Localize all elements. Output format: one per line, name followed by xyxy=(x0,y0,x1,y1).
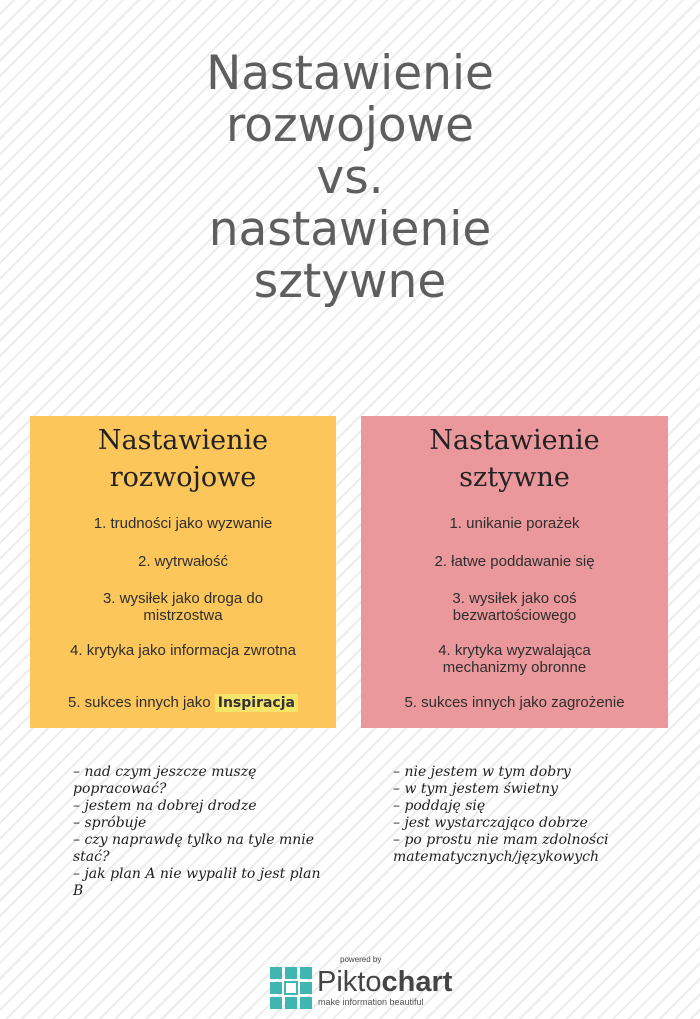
fixed-trait-item: 4. krytyka wyzwalająca mechanizmy obronne xyxy=(438,642,591,676)
fixed-phrase: – po prostu nie mam zdolności matematycznych/językowych xyxy=(393,832,609,865)
fixed-mindset-card xyxy=(361,416,668,728)
piktochart-logo-icon[interactable] xyxy=(270,967,312,1009)
page-title xyxy=(0,48,700,308)
growth-trait-item xyxy=(30,694,336,712)
growth-trait-item: 4. krytyka jako informacja zwrotna xyxy=(70,642,296,659)
fixed-trait-item: 3. wysiłek jako coś bezwartościowego xyxy=(452,590,577,624)
growth-card-title-line-1: Nastawienie xyxy=(97,425,269,456)
fixed-phrase: – w tym jestem świetny xyxy=(393,781,559,797)
growth-phrase: – jak plan A nie wypalił to jest plan B xyxy=(73,866,321,899)
piktochart-wordmark[interactable] xyxy=(317,966,452,998)
fixed-card-title-line-1: Nastawienie xyxy=(429,425,600,456)
brand-bold: chart xyxy=(381,966,453,998)
brand-tagline: make information beautiful xyxy=(318,997,424,1007)
growth-phrase: – jestem na dobrej drodze xyxy=(73,798,257,814)
title-line-2: rozwojowe xyxy=(225,98,475,153)
fixed-phrase: – poddaję się xyxy=(393,798,486,814)
growth-phrases-list xyxy=(73,764,333,900)
growth-card-title-line-2: rozwojowe xyxy=(109,462,257,493)
fixed-phrases-list xyxy=(393,764,633,866)
powered-by-label: powered by xyxy=(340,955,382,964)
growth-phrase: – nad czym jeszcze muszę popracować? xyxy=(73,764,257,797)
fixed-phrase: – jest wystarczająco dobrze xyxy=(393,815,588,831)
fixed-card-title-line-2: sztywne xyxy=(459,462,570,493)
brand-light: Pikto xyxy=(317,966,382,998)
fixed-trait-item: 1. unikanie porażek xyxy=(449,515,580,532)
growth-mindset-card xyxy=(30,416,336,728)
piktochart-footer xyxy=(0,955,700,1015)
fixed-phrase: – nie jestem w tym dobry xyxy=(393,764,571,780)
inspiration-highlight: Inspiracja xyxy=(215,694,298,712)
growth-trait-item: 2. wytrwałość xyxy=(137,553,229,570)
growth-trait-item: 3. wysiłek jako droga do mistrzostwa xyxy=(102,590,264,624)
growth-trait-item: 1. trudności jako wyzwanie xyxy=(93,515,273,532)
growth-phrase: – spróbuje xyxy=(73,815,147,831)
title-line-4: nastawienie xyxy=(208,202,492,257)
fixed-trait-item: 5. sukces innych jako zagrożenie xyxy=(404,694,625,711)
growth-card-title xyxy=(30,422,336,496)
growth-trait-item-text: 5. sukces innych jako xyxy=(68,694,211,711)
fixed-card-title xyxy=(361,422,668,496)
fixed-trait-item: 2. łatwe poddawanie się xyxy=(434,553,595,570)
title-line-1: Nastawienie xyxy=(206,46,494,101)
title-line-5: sztywne xyxy=(253,254,447,309)
title-line-3: vs. xyxy=(316,150,384,205)
growth-phrase: – czy naprawdę tylko na tyle mnie stać? xyxy=(73,832,315,865)
